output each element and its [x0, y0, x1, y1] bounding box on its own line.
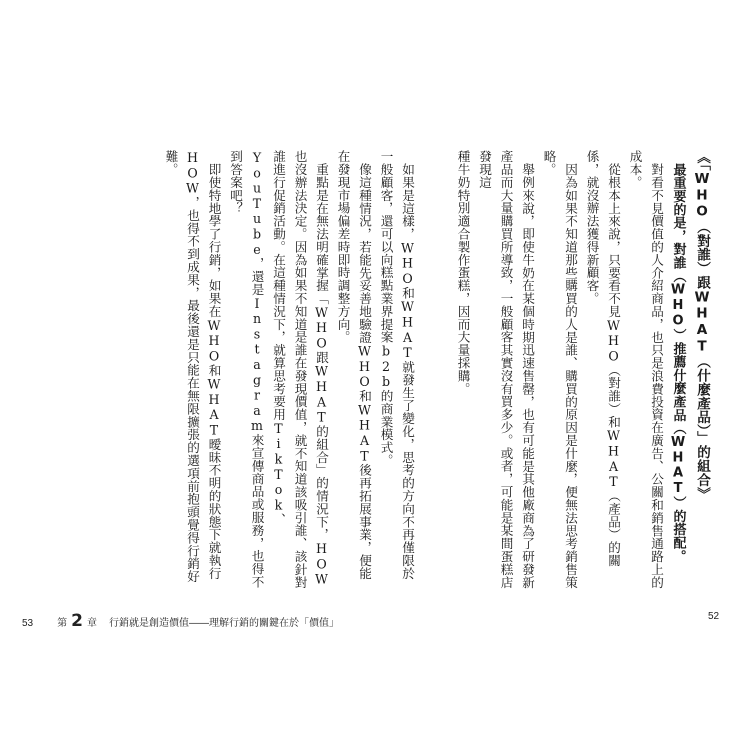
paragraph: 即使特地學了行銷，如果在WHO和WHAT曖昧不明的狀態下就執行HOW，也得不到成果，最後還是只能在無限擴張的選項前抱頭覺得行銷好難。	[163, 150, 222, 583]
chapter-number: 2	[71, 611, 83, 631]
chapter-suffix: 章	[86, 618, 97, 629]
page-number-left: 53	[22, 618, 34, 629]
key-point-subhead: 最重要的是，對誰（WHO）推薦什麼產品（WHAT）的搭配。	[670, 163, 686, 563]
paragraph: 舉例來說，即使牛奶在某個時期迅速售罄，也有可能是其他廠商為了研發新產品而大量購買所導致，一般顧客其實沒有買多少。或者，可能是某間蛋糕店發現這	[477, 150, 535, 589]
paragraph: 因為如果不知道那些購買的人是誰、購買的原因是什麼，便無法思考銷售策略。	[541, 150, 578, 589]
running-title: 行銷就是創造價值——理解行銷的關鍵在於「價值」	[108, 618, 339, 629]
paragraph: 重點是在無法明確掌握「WHO跟WHAT的組合」的情況下，HOW也沒辦法決定。因為如果不知道是誰在發現價值，就不知道該吸引誰、該針對誰進行促銷活動。在這種情況下，就算思考要用TikTok、YouTube，還是Instagram來宣傳商品或服務，也得不到答案吧？	[228, 150, 329, 589]
paragraph: 對看不見價值的人介紹商品，也只是浪費投資在廣告、公關和銷售通路上的成本。	[627, 150, 664, 589]
page-number-right: 52	[708, 611, 720, 622]
section-heading: 《「WHO（對誰）跟WHAT（什麼產品）」的組合》	[694, 150, 710, 501]
paragraph: 從根本上來說，只要看不見WHO（對誰）和WHAT（產品）的關係，就沒辦法獲得新顧客。	[584, 150, 621, 567]
left-page-footer	[22, 611, 339, 631]
chapter-prefix: 第	[57, 618, 68, 629]
paragraph: 像這種情況，若能先妥善地驗證WHO和WHAT後再拓展事業，便能在發現市場偏差時即時調整方向。	[335, 150, 372, 580]
paragraph: 如果是這樣，WHO和WHAT就發生了變化，思考的方向不再僅限於一般顧客，還可以向糕點業界提案b2b的商業模式。	[378, 150, 415, 580]
vertical-text-body	[32, 150, 712, 590]
paragraph-continued: 種牛奶特別適合製作蛋糕，因而大量採購。	[455, 150, 471, 396]
